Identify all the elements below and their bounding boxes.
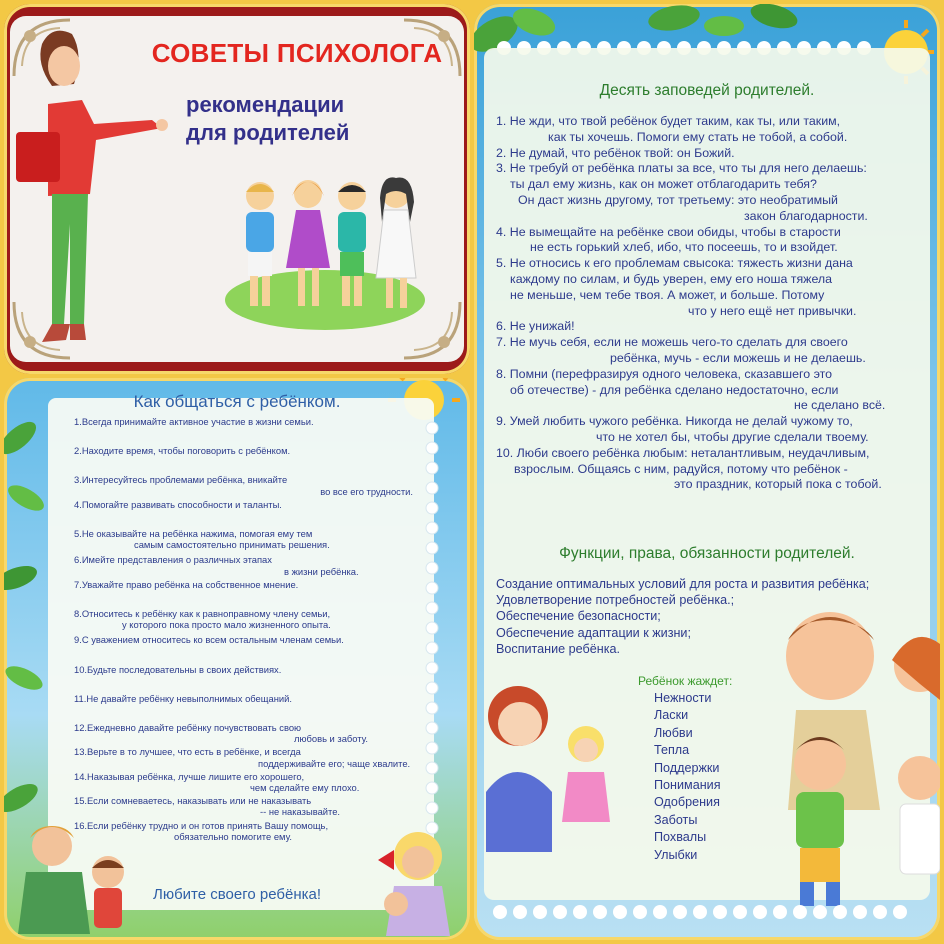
- how-to-talk-card: [4, 378, 470, 940]
- commandment-line: что не хотел бы, чтобы другие сделали твоему.: [596, 429, 869, 444]
- commandment-line: 8. Помни (перефразируя одного человека, сказавшего это: [496, 366, 833, 381]
- item-text: любовь и заботу.: [294, 733, 369, 745]
- commandment-line: 2. Не думай, что ребёнок твой: он Божий.: [496, 145, 735, 160]
- list-item: [74, 634, 419, 645]
- commandment-line: не сделано всё.: [794, 398, 886, 413]
- item-text: 2.Находите время, чтобы поговорить с ребёнком.: [74, 445, 291, 457]
- talk-title: Как общаться с ребёнком.: [133, 392, 341, 411]
- girl-with-doll-illustration: [476, 672, 626, 862]
- list-item: [74, 528, 419, 550]
- family-illustration: [774, 600, 940, 910]
- craves-title: Ребёнок жаждет:: [638, 674, 733, 688]
- commandment-line: это праздник, который пока с тобой.: [674, 477, 882, 492]
- list-item: [74, 474, 419, 496]
- item-text: 7.Уважайте право ребёнка на собственное мнение.: [74, 578, 299, 590]
- lace-border-bottom: [490, 902, 924, 922]
- item-text: 10.Будьте последовательны в своих действиях.: [74, 663, 282, 675]
- commandment-line: закон благодарности.: [744, 208, 868, 223]
- commandment-line: не есть горький хлеб, ибо, что посеешь, то и взойдет.: [530, 240, 838, 255]
- commandment-line: ребёнка, мучь - если можешь и не делаешь.: [610, 350, 866, 365]
- commandment-line: 5. Не относись к его проблемам свысока: тяжесть жизни дана: [496, 256, 853, 271]
- commandment-line: Он даст жизнь другому, тот третьему: это необратимый: [518, 192, 838, 207]
- list-item: [74, 664, 419, 675]
- crave-item: Тепла: [654, 743, 690, 758]
- list-item: [74, 554, 419, 576]
- function-item: Создание оптимальных условий для роста и развития ребёнка;: [496, 577, 870, 591]
- item-text: чем сделайте ему плохо.: [250, 782, 360, 794]
- commandments-list: [496, 114, 926, 493]
- item-text: 3.Интересуйтесь проблемами ребёнка, вникайте: [74, 474, 288, 486]
- page-title: СОВЕТЫ ПСИХОЛОГА: [151, 38, 443, 68]
- function-item: Воспитание ребёнка.: [496, 641, 621, 656]
- item-text: 8.Относитесь к ребёнку как к равноправному члену семьи,: [74, 608, 331, 620]
- list-item: [74, 693, 419, 704]
- item-text: 12.Ежедневно давайте ребёнку почувствовать свою: [74, 722, 302, 734]
- parents-commandments-card: [474, 4, 940, 940]
- functions-title: Функции, права, обязанности родителей.: [559, 545, 855, 562]
- item-text: самым самостоятельно принимать решения.: [134, 539, 330, 551]
- item-text: поддерживайте его; чаще хвалите.: [258, 757, 411, 769]
- commandments-title: Десять заповедей родителей.: [599, 82, 815, 99]
- list-item: [74, 416, 419, 427]
- commandment-line: 6. Не унижай!: [496, 319, 575, 334]
- crave-item: Любви: [654, 725, 693, 740]
- list-item: [74, 771, 419, 793]
- talk-footer: Любите своего ребёнка!: [152, 886, 322, 903]
- item-text: у которого пока просто мало жизненного опыта.: [122, 619, 331, 631]
- item-text: в жизни ребёнка.: [284, 565, 359, 577]
- item-text: 14.Наказывая ребёнка, лучше лишите его хорошего,: [74, 770, 305, 782]
- card-paper: [10, 16, 464, 362]
- list-item: [74, 445, 419, 456]
- teacher-illustration: [12, 24, 192, 356]
- commandment-line: 3. Не требуй от ребёнка платы за все, что ты для него делаешь:: [496, 161, 867, 176]
- item-text: 6.Имейте представления о различных этапах: [74, 554, 272, 566]
- crave-item: Нежности: [654, 691, 712, 705]
- crave-item: Понимания: [654, 778, 721, 793]
- commandment-line: ты дал ему жизнь, как он может отблагодарить тебя?: [510, 177, 817, 192]
- list-item: [74, 722, 419, 744]
- list-item: [74, 608, 419, 630]
- item-text: во все его трудности.: [320, 485, 413, 497]
- commandment-line: об отечестве) - для ребёнка сделано недостаточно, если: [510, 382, 839, 397]
- girl-with-baby-illustration: [364, 826, 464, 936]
- subtitle-line-1: рекомендации: [186, 92, 345, 117]
- list-item: [74, 746, 419, 768]
- crave-item: Заботы: [654, 812, 698, 827]
- commandment-line: 10. Люби своего ребёнка любым: неталантливым, неудачливым,: [496, 445, 870, 460]
- children-group-illustration: [220, 172, 430, 332]
- function-item: Обеспечение адаптации к жизни;: [496, 625, 691, 640]
- item-text: 9.С уважением относитесь ко всем остальным членам семьи.: [74, 634, 344, 646]
- commandment-line: как ты хочешь. Помоги ему стать не тобой, а собой.: [548, 129, 848, 144]
- commandment-line: 1. Не жди, что твой ребёнок будет таким, как ты, или таким,: [496, 114, 841, 128]
- commandment-line: не меньше, чем тебе твоя. А может, и больше. Потому: [510, 287, 825, 302]
- crave-item: Поддержки: [654, 760, 720, 775]
- function-item: Удовлетворение потребностей ребёнка.;: [496, 593, 735, 608]
- item-text: 15.Если сомневаетесь, наказывать или не наказывать: [74, 795, 312, 807]
- lace-border-right: [424, 418, 440, 878]
- commandment-line: 9. Умей любить чужого ребёнка. Никогда не делай чужому то,: [496, 414, 853, 429]
- item-text: -- не наказывайте.: [260, 806, 341, 818]
- item-text: 16.Если ребёнку трудно и он готов принять Вашу помощь,: [74, 819, 329, 831]
- commandment-line: 7. Не мучь себя, если не можешь чего-то сделать для своего: [496, 335, 848, 350]
- crave-item: Улыбки: [654, 847, 698, 862]
- commandment-line: 4. Не вымещайте на ребёнке свои обиды, чтобы в старости: [496, 224, 841, 239]
- talk-list: [74, 416, 419, 848]
- item-text: обязательно помогите ему.: [174, 830, 292, 842]
- commandment-line: что у него ещё нет привычки.: [688, 303, 857, 318]
- crave-item: Ласки: [654, 708, 689, 723]
- crave-item: Похвалы: [654, 830, 707, 845]
- list-item: [74, 499, 419, 510]
- subtitle-line-2: для родителей: [186, 120, 350, 145]
- item-text: 5.Не оказывайте на ребёнка нажима, помогая ему тем: [74, 528, 313, 540]
- crave-item: Одобрения: [654, 795, 720, 810]
- item-text: 11.Не давайте ребёнку невыполнимых обещаний.: [74, 692, 292, 704]
- item-text: 13.Верьте в то лучшее, что есть в ребёнке, и всегда: [74, 746, 301, 758]
- commandment-line: каждому по силам, и будь уверен, ему его ноша тяжела: [510, 271, 833, 286]
- function-item: Обеспечение безопасности;: [496, 609, 661, 624]
- item-text: 1.Всегда принимайте активное участие в жизни семьи.: [74, 416, 314, 427]
- item-text: 4.Помогайте развивать способности и таланты.: [74, 498, 282, 510]
- list-item: [74, 579, 419, 590]
- psychologist-advice-card: [4, 4, 470, 374]
- craves-list: [654, 690, 794, 864]
- list-item: [74, 795, 419, 817]
- commandment-line: взрослым. Общаясь с ним, радуйся, потому что ребёнок -: [514, 461, 848, 476]
- mother-with-children-illustration: [12, 822, 142, 934]
